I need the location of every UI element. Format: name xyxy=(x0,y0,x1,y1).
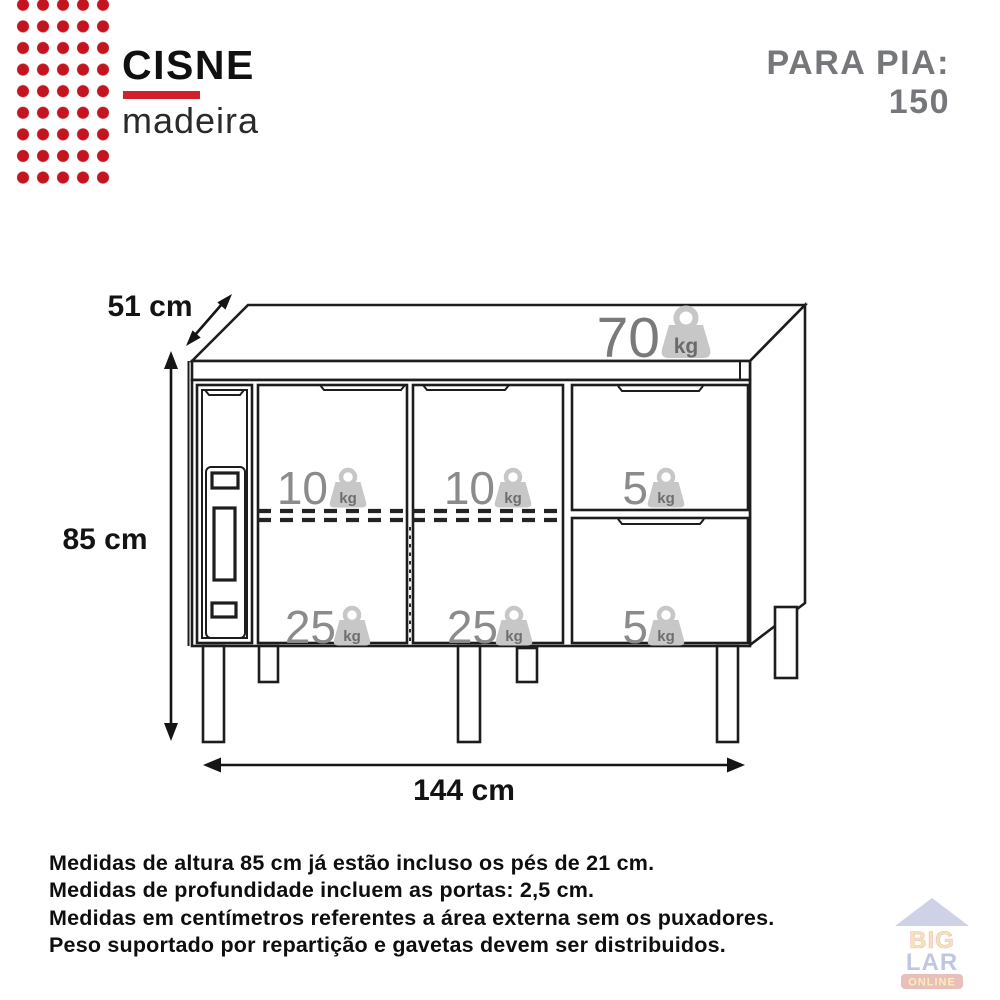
svg-text:kg: kg xyxy=(673,335,699,358)
note-line: Medidas de altura 85 cm já estão incluso os pés de 21 cm. xyxy=(49,851,655,875)
svg-text:kg: kg xyxy=(343,628,361,645)
watermark-roof-icon xyxy=(895,898,969,926)
svg-text:kg: kg xyxy=(504,490,522,507)
svg-text:kg: kg xyxy=(657,628,675,645)
brand-name: CISNE xyxy=(122,42,255,88)
svg-text:25: 25 xyxy=(446,601,498,653)
svg-text:BIG: BIG xyxy=(909,927,955,954)
svg-text:10: 10 xyxy=(443,462,495,514)
svg-text:5: 5 xyxy=(622,462,648,514)
dimension-depth xyxy=(107,290,232,346)
capacity-door1-bottom xyxy=(285,601,370,653)
svg-text:10: 10 xyxy=(276,462,328,514)
depth-label: 51 cm xyxy=(107,290,193,323)
dimension-height xyxy=(62,351,178,741)
svg-text:kg: kg xyxy=(339,490,357,507)
svg-text:kg: kg xyxy=(657,490,675,507)
svg-text:25: 25 xyxy=(284,601,336,653)
spec-notes xyxy=(49,850,774,960)
cabinet-side-face xyxy=(750,305,805,645)
product-size: 150 xyxy=(888,83,950,121)
brand-subtitle: madeira xyxy=(122,100,260,141)
height-label: 85 cm xyxy=(62,523,148,556)
svg-text:kg: kg xyxy=(505,628,523,645)
store-watermark xyxy=(895,898,969,989)
note-line: Peso suportado por repartição e gavetas devem ser distribuidos. xyxy=(49,933,726,958)
capacity-top-value: 70 xyxy=(596,306,660,370)
width-label: 144 cm xyxy=(413,774,515,807)
capacity-door2-shelf xyxy=(444,462,531,514)
capacity-door2-bottom xyxy=(447,601,532,653)
cabinet-top-face xyxy=(192,305,805,361)
product-label: PARA PIA: xyxy=(766,44,950,82)
dimension-width xyxy=(203,758,745,808)
note-line: Medidas em centímetros referentes a área externa sem os puxadores. xyxy=(49,905,775,930)
svg-text:ONLINE: ONLINE xyxy=(908,976,956,989)
svg-text:LAR: LAR xyxy=(905,949,959,976)
note-line: Medidas de profundidade incluem as portas: 2,5 cm. xyxy=(49,878,595,903)
capacity-door1-shelf xyxy=(277,462,366,514)
svg-text:5: 5 xyxy=(622,601,648,653)
